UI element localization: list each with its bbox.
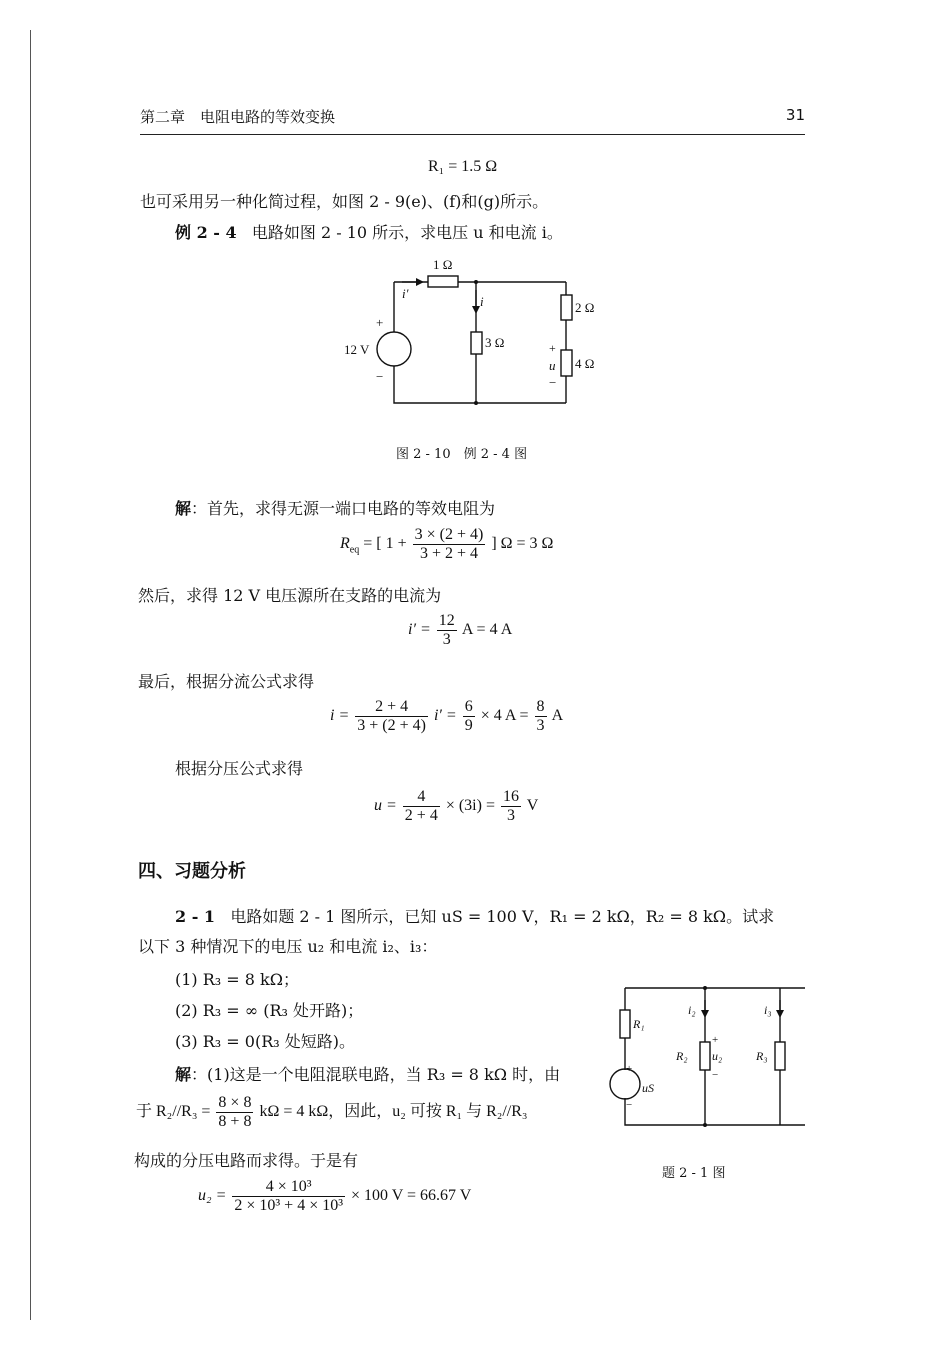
label-i: i — [480, 294, 484, 309]
u-fraction-2 — [501, 788, 521, 825]
equation-u — [374, 788, 538, 825]
example-2-4-statement — [175, 222, 563, 244]
problem-2-1-line2: 以下 3 种情况下的电压 u₂ 和电流 i₂、i₃： — [138, 937, 438, 956]
req-subscript: eq — [349, 544, 360, 556]
iprime-post: A = 4 A — [461, 621, 513, 639]
i-denominator-3: 3 — [536, 717, 545, 734]
sol2-numerator: 8 × 8 — [218, 1094, 252, 1111]
label-r3: 3 Ω — [485, 335, 505, 350]
example-text: 电路如图 2 - 10 所示，求电压 u 和电流 i。 — [251, 223, 563, 242]
u-denominator-1: 2 + 4 — [404, 807, 438, 824]
resistor-4ohm — [561, 350, 572, 376]
resistor-3ohm — [471, 332, 482, 354]
us-minus: − — [626, 1099, 633, 1111]
source-minus: − — [376, 369, 384, 384]
req-post: ] Ω = 3 Ω — [491, 535, 554, 553]
label-i2: i₂ — [688, 1003, 696, 1017]
us-plus: + — [626, 1063, 633, 1075]
problem-solution-text-1: ：(1)这是一个电阻混联电路，当 R₃ = 8 kΩ 时，由 — [191, 1065, 561, 1084]
equation-i — [330, 698, 563, 735]
u-plus: + — [549, 341, 556, 355]
node-top — [474, 280, 478, 284]
i-denominator-1: 3 + (2 + 4) — [357, 717, 426, 734]
iprime-fraction — [437, 612, 457, 649]
u2-minus: − — [712, 1069, 719, 1081]
paragraph-alt-process: 也可采用另一种化简过程，如图 2 - 9(e)、(f)和(g)所示。 — [140, 192, 549, 211]
resistor-r3 — [775, 1042, 785, 1070]
i-post: A — [551, 707, 564, 725]
problem-case-2: (2) R₃ = ∞ (R₃ 处开路)； — [175, 1001, 364, 1020]
u2-lhs: u₂ = — [198, 1187, 227, 1205]
node-bottom — [474, 401, 478, 405]
arrow-iprime-head — [416, 278, 424, 286]
i-denominator-2: 9 — [464, 717, 473, 734]
u-numerator-1: 4 — [403, 788, 440, 807]
i-fraction-1 — [355, 698, 428, 735]
sol2-pre: 于 R₂//R₃ = — [136, 1103, 211, 1121]
label-r4: 4 Ω — [575, 356, 595, 371]
source-plus: + — [376, 315, 384, 330]
req-symbol: R — [340, 535, 350, 553]
chapter-title: 第二章 电阻电路的等效变换 — [140, 108, 336, 126]
resistor-2ohm — [561, 295, 572, 320]
problem-label: 2 - 1 — [175, 907, 216, 926]
label-iprime: i′ — [402, 286, 409, 301]
u2-denominator: 2 × 10³ + 4 × 10³ — [234, 1197, 344, 1214]
solution-intro-text: ：首先，求得无源一端口电路的等效电阻为 — [191, 499, 496, 518]
equation-u2 — [198, 1178, 471, 1215]
u-denominator-2: 3 — [506, 807, 515, 824]
running-header — [140, 104, 805, 135]
problem-solution-line3: 构成的分压电路而求得。于是有 — [134, 1151, 359, 1170]
i-numerator-2: 6 — [464, 698, 473, 715]
equation-iprime — [408, 612, 512, 649]
arrow-heads — [701, 1010, 784, 1018]
voltage-source — [377, 332, 411, 366]
circuit-figure-p2-1 — [600, 980, 815, 1130]
sol2-post: kΩ = 4 kΩ，因此，u₂ 可按 R₁ 与 R₂//R₃ — [259, 1103, 528, 1121]
sol2-fraction — [216, 1094, 253, 1131]
problem-case-3: (3) R₃ = 0(R₃ 处短路)。 — [175, 1032, 356, 1051]
circuit-figure-2-10 — [330, 250, 610, 415]
req-numerator: 3 × (2 + 4) — [414, 526, 484, 543]
node-top — [703, 986, 707, 990]
figure-2-10-caption: 图 2 - 10 例 2 - 4 图 — [396, 447, 528, 462]
i-fraction-2 — [463, 698, 475, 735]
label-r1: 1 Ω — [433, 257, 453, 272]
problem-solution-line1 — [175, 1064, 560, 1086]
i-numerator-1: 2 + 4 — [355, 698, 428, 717]
label-r2: R₂ — [676, 1049, 688, 1063]
u2-plus: + — [712, 1034, 719, 1046]
resistor-r2 — [700, 1042, 710, 1070]
u2-numerator: 4 × 10³ — [232, 1178, 345, 1197]
u-numerator-2: 16 — [502, 788, 519, 805]
voltage-source-us — [610, 1069, 640, 1099]
iprime-denominator: 3 — [442, 631, 451, 648]
solution-intro — [175, 498, 495, 520]
section-heading: 四、习题分析 — [138, 861, 246, 882]
label-u: u — [549, 358, 556, 373]
problem-solution-line2 — [136, 1094, 527, 1131]
figure-p2-1-caption: 题 2 - 1 图 — [662, 1166, 726, 1181]
label-r2: 2 Ω — [575, 300, 595, 315]
u-fraction-1 — [403, 788, 440, 825]
label-source: 12 V — [344, 342, 370, 357]
u2-fraction — [232, 1178, 345, 1215]
i-lhs: i = — [330, 707, 350, 725]
iprime-lhs: i′ = — [408, 621, 431, 639]
label-i3: i₃ — [764, 1003, 772, 1017]
iprime-numerator: 12 — [438, 612, 455, 629]
u-lhs: u = — [374, 797, 397, 815]
i-mid-1: i′ = — [433, 707, 457, 725]
solution-label: 解 — [175, 499, 192, 518]
paragraph-divider: 根据分压公式求得 — [175, 759, 304, 778]
page-number: 31 — [785, 106, 805, 124]
paragraph-finally: 最后，根据分流公式求得 — [138, 672, 315, 691]
problem-2-1-line1 — [175, 906, 774, 928]
page-spine-line — [30, 30, 31, 1320]
equation-r1: R₁ = 1.5 Ω — [428, 158, 498, 175]
i-mid-2: × 4 A = — [480, 707, 529, 725]
arrow-i-head — [472, 306, 480, 314]
req-denominator: 3 + 2 + 4 — [419, 545, 478, 562]
u-post: V — [526, 797, 539, 815]
req-fraction — [413, 526, 486, 563]
paragraph-then: 然后，求得 12 V 电压源所在支路的电流为 — [138, 586, 442, 605]
problem-text-1: 电路如题 2 - 1 图所示，已知 uS = 100 V，R₁ = 2 kΩ，R₂ = 8 kΩ。试求 — [230, 907, 775, 926]
equation-req — [340, 526, 553, 563]
i-numerator-3: 8 — [536, 698, 545, 715]
sol2-denominator: 8 + 8 — [218, 1113, 252, 1130]
label-us: uS — [642, 1081, 654, 1095]
u-mid: × (3i) = — [445, 797, 495, 815]
label-u2: u₂ — [712, 1049, 723, 1063]
resistor-1ohm — [428, 276, 458, 287]
resistor-r1 — [620, 1010, 630, 1038]
label-r3: R₃ — [756, 1049, 768, 1063]
problem-case-1: (1) R₃ = 8 kΩ； — [175, 970, 300, 989]
example-label: 例 2 - 4 — [175, 223, 237, 242]
u2-post: × 100 V = 66.67 V — [351, 1187, 472, 1205]
label-r1: R₁ — [633, 1017, 645, 1031]
i-fraction-3 — [535, 698, 547, 735]
u-minus: − — [549, 375, 557, 390]
problem-solution-label: 解 — [175, 1065, 192, 1084]
node-bottom — [703, 1123, 707, 1127]
req-pre: = [ 1 + — [363, 535, 407, 553]
